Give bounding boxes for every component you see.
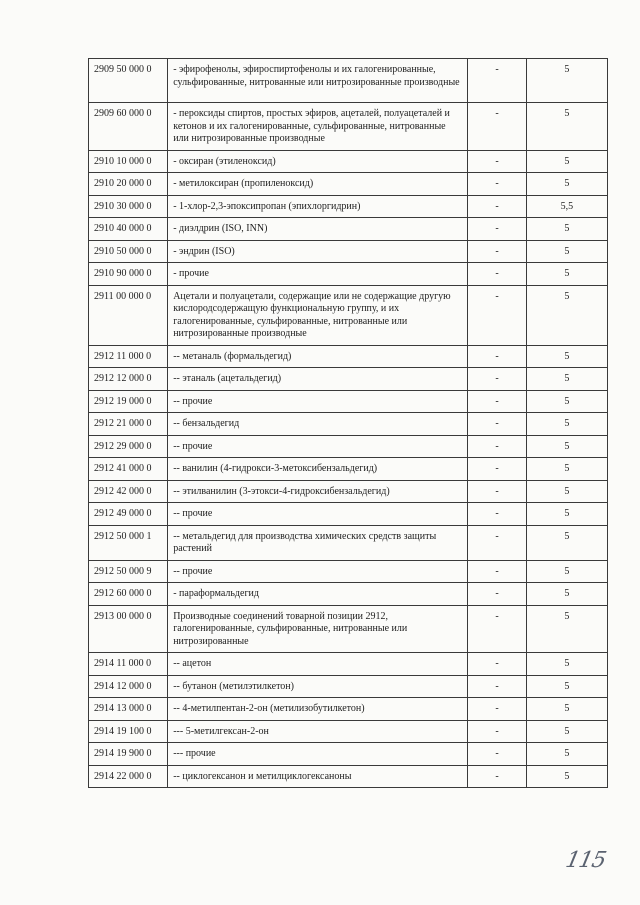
description-cell: -- циклогексанон и метилциклогексаноны (168, 765, 468, 788)
description-cell: -- этилванилин (3-этокси-4-гидроксибензальдегид) (168, 480, 468, 503)
code-cell: 2909 50 000 0 (89, 59, 168, 103)
rate-cell: 5 (526, 653, 607, 676)
code-cell: 2909 60 000 0 (89, 103, 168, 151)
unit-cell: - (468, 285, 526, 345)
code-cell: 2910 20 000 0 (89, 173, 168, 196)
rate-cell: 5 (526, 285, 607, 345)
table-row (89, 103, 608, 151)
table-row (89, 218, 608, 241)
unit-cell: - (468, 435, 526, 458)
table-row (89, 503, 608, 526)
table-row (89, 345, 608, 368)
unit-cell: - (468, 605, 526, 653)
description-cell: Ацетали и полуацетали, содержащие или не содержащие другую кислородсодержащую функциональную группу, и их галогенированные, сульфированные, нитрованные или нитрозированные производные (168, 285, 468, 345)
description-cell: Производные соединений товарной позиции 2912, галогенированные, сульфированные, нитрованные или нитрозированные (168, 605, 468, 653)
rate-cell: 5 (526, 103, 607, 151)
description-cell: -- 4-метилпентан-2-он (метилизобутилкетон) (168, 698, 468, 721)
code-cell: 2914 22 000 0 (89, 765, 168, 788)
unit-cell: - (468, 480, 526, 503)
unit-cell: - (468, 413, 526, 436)
code-cell: 2912 29 000 0 (89, 435, 168, 458)
rate-cell: 5 (526, 480, 607, 503)
code-cell: 2912 49 000 0 (89, 503, 168, 526)
table-row (89, 458, 608, 481)
table-row (89, 368, 608, 391)
description-cell: -- прочие (168, 503, 468, 526)
code-cell: 2912 60 000 0 (89, 583, 168, 606)
code-cell: 2914 13 000 0 (89, 698, 168, 721)
unit-cell: - (468, 698, 526, 721)
description-cell: -- метальдегид для производства химических средств защиты растений (168, 525, 468, 560)
description-cell: - метилоксиран (пропиленоксид) (168, 173, 468, 196)
unit-cell: - (468, 503, 526, 526)
unit-cell: - (468, 743, 526, 766)
unit-cell: - (468, 720, 526, 743)
table-row (89, 285, 608, 345)
description-cell: -- бутанон (метилэтилкетон) (168, 675, 468, 698)
rate-cell: 5 (526, 583, 607, 606)
table-row (89, 390, 608, 413)
rate-cell: 5 (526, 743, 607, 766)
code-cell: 2912 50 000 9 (89, 560, 168, 583)
page-number: 115 (563, 848, 608, 873)
unit-cell: - (468, 195, 526, 218)
code-cell: 2912 11 000 0 (89, 345, 168, 368)
description-cell: - эндрин (ISO) (168, 240, 468, 263)
rate-cell: 5 (526, 240, 607, 263)
code-cell: 2910 40 000 0 (89, 218, 168, 241)
table-row (89, 413, 608, 436)
table-row (89, 743, 608, 766)
unit-cell: - (468, 458, 526, 481)
description-cell: -- метаналь (формальдегид) (168, 345, 468, 368)
rate-cell: 5 (526, 525, 607, 560)
table-row (89, 765, 608, 788)
unit-cell: - (468, 583, 526, 606)
unit-cell: - (468, 345, 526, 368)
code-cell: 2912 42 000 0 (89, 480, 168, 503)
description-cell: - прочие (168, 263, 468, 286)
table-row (89, 195, 608, 218)
description-cell: --- 5-метилгексан-2-он (168, 720, 468, 743)
tariff-table (88, 58, 608, 788)
rate-cell: 5 (526, 150, 607, 173)
code-cell: 2914 19 900 0 (89, 743, 168, 766)
unit-cell: - (468, 653, 526, 676)
table-row (89, 605, 608, 653)
unit-cell: - (468, 103, 526, 151)
description-cell: -- этаналь (ацетальдегид) (168, 368, 468, 391)
table-row (89, 653, 608, 676)
code-cell: 2910 50 000 0 (89, 240, 168, 263)
tariff-table-body (89, 59, 608, 788)
description-cell: - 1-хлор-2,3-эпоксипропан (эпихлоргидрин) (168, 195, 468, 218)
rate-cell: 5 (526, 59, 607, 103)
rate-cell: 5 (526, 218, 607, 241)
unit-cell: - (468, 765, 526, 788)
code-cell: 2912 21 000 0 (89, 413, 168, 436)
rate-cell: 5 (526, 413, 607, 436)
rate-cell: 5 (526, 765, 607, 788)
code-cell: 2910 30 000 0 (89, 195, 168, 218)
rate-cell: 5 (526, 698, 607, 721)
rate-cell: 5 (526, 503, 607, 526)
code-cell: 2913 00 000 0 (89, 605, 168, 653)
table-row (89, 435, 608, 458)
unit-cell: - (468, 390, 526, 413)
rate-cell: 5 (526, 368, 607, 391)
rate-cell: 5 (526, 458, 607, 481)
rate-cell: 5 (526, 345, 607, 368)
unit-cell: - (468, 263, 526, 286)
rate-cell: 5 (526, 720, 607, 743)
description-cell: -- прочие (168, 560, 468, 583)
description-cell: - параформальдегид (168, 583, 468, 606)
unit-cell: - (468, 525, 526, 560)
table-row (89, 583, 608, 606)
table-row (89, 560, 608, 583)
description-cell: - диэлдрин (ISO, INN) (168, 218, 468, 241)
code-cell: 2914 19 100 0 (89, 720, 168, 743)
unit-cell: - (468, 59, 526, 103)
code-cell: 2912 12 000 0 (89, 368, 168, 391)
code-cell: 2911 00 000 0 (89, 285, 168, 345)
table-row (89, 173, 608, 196)
description-cell: -- прочие (168, 435, 468, 458)
description-cell: -- прочие (168, 390, 468, 413)
unit-cell: - (468, 150, 526, 173)
table-row (89, 59, 608, 103)
description-cell: -- ванилин (4-гидрокси-3-метоксибензальдегид) (168, 458, 468, 481)
table-row (89, 525, 608, 560)
unit-cell: - (468, 675, 526, 698)
description-cell: -- ацетон (168, 653, 468, 676)
code-cell: 2910 10 000 0 (89, 150, 168, 173)
table-row (89, 150, 608, 173)
description-cell: -- бензальдегид (168, 413, 468, 436)
description-cell: --- прочие (168, 743, 468, 766)
rate-cell: 5 (526, 435, 607, 458)
rate-cell: 5,5 (526, 195, 607, 218)
table-row (89, 263, 608, 286)
unit-cell: - (468, 560, 526, 583)
code-cell: 2912 50 000 1 (89, 525, 168, 560)
rate-cell: 5 (526, 560, 607, 583)
unit-cell: - (468, 218, 526, 241)
description-cell: - оксиран (этиленоксид) (168, 150, 468, 173)
unit-cell: - (468, 173, 526, 196)
code-cell: 2914 11 000 0 (89, 653, 168, 676)
description-cell: - пероксиды спиртов, простых эфиров, ацеталей, полуацеталей и кетонов и их галогенированные, сульфированные, нитрованные или нитрозированные производные (168, 103, 468, 151)
table-row (89, 675, 608, 698)
rate-cell: 5 (526, 173, 607, 196)
table-row (89, 480, 608, 503)
table-row (89, 240, 608, 263)
rate-cell: 5 (526, 390, 607, 413)
unit-cell: - (468, 240, 526, 263)
rate-cell: 5 (526, 675, 607, 698)
table-row (89, 698, 608, 721)
table-row (89, 720, 608, 743)
code-cell: 2914 12 000 0 (89, 675, 168, 698)
code-cell: 2910 90 000 0 (89, 263, 168, 286)
description-cell: - эфирофенолы, эфироспиртофенолы и их галогенированные, сульфированные, нитрованные или нитрозированные производные (168, 59, 468, 103)
rate-cell: 5 (526, 263, 607, 286)
code-cell: 2912 19 000 0 (89, 390, 168, 413)
unit-cell: - (468, 368, 526, 391)
rate-cell: 5 (526, 605, 607, 653)
code-cell: 2912 41 000 0 (89, 458, 168, 481)
